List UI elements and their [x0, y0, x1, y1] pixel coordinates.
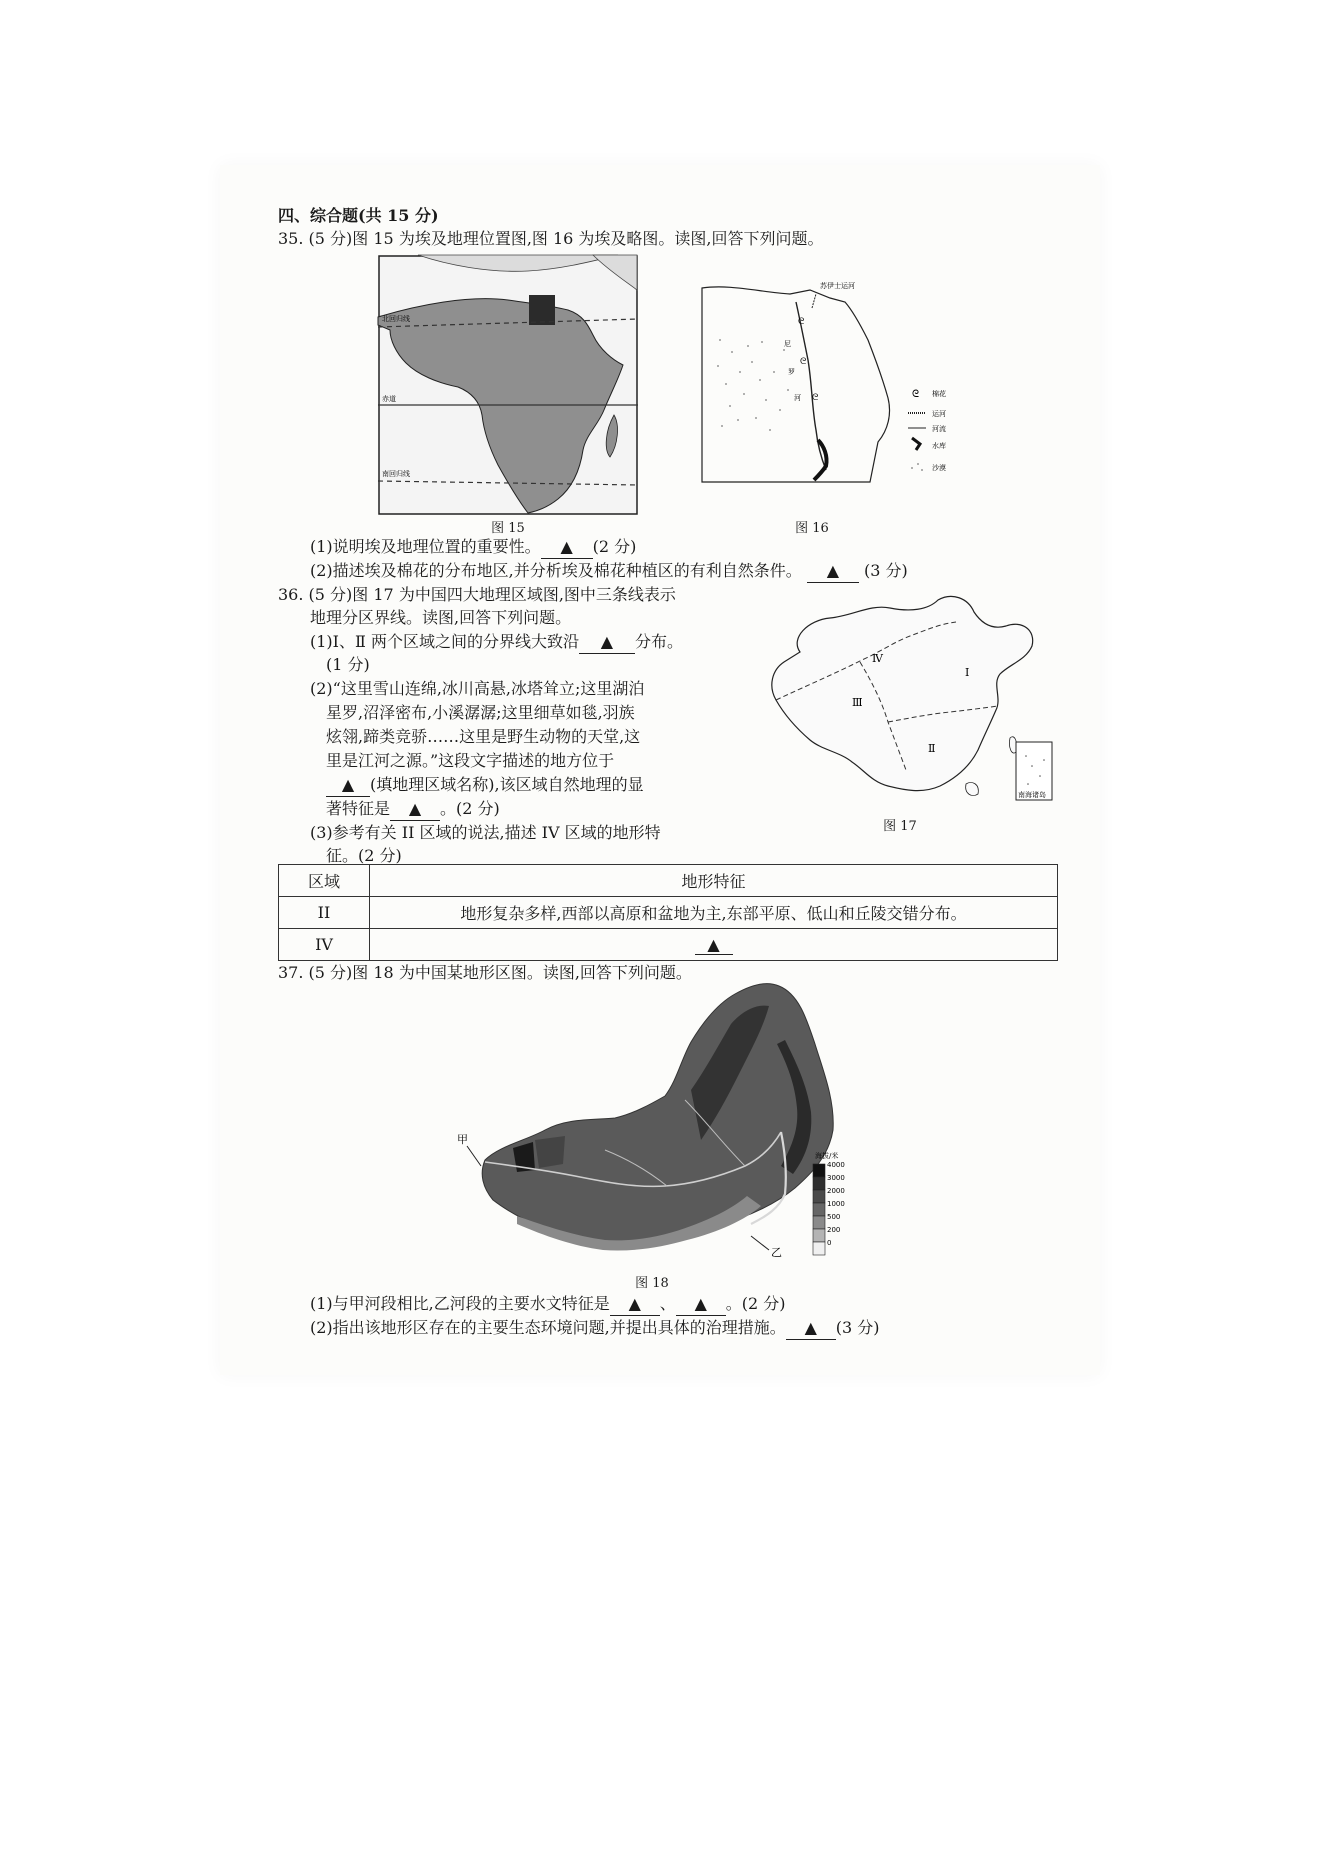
q36-sub3-blank[interactable]: ▲ [695, 935, 733, 955]
fig15-tropic-s-label: 南回归线 [382, 470, 410, 478]
fig17-inset-label: 南海诸岛 [1018, 791, 1046, 799]
fig18-legend-swatch [813, 1190, 825, 1203]
fig18-legend-swatch [813, 1242, 825, 1255]
fig17-region-IV: Ⅳ [872, 652, 883, 665]
fig15-equator-label: 赤道 [382, 395, 396, 403]
fig18-legend-value: 1000 [827, 1200, 845, 1208]
q37-stem: 37. (5 分)图 18 为中国某地形区图。读图,回答下列问题。 [278, 963, 692, 982]
q36-sub2-line3: 炫翎,蹄类竞骄……这里是野生动物的天堂,这 [326, 727, 641, 746]
q37-sub1-text: (1)与甲河段相比,乙河段的主要水文特征是 [310, 1294, 610, 1313]
fig17-region-I: Ⅰ [965, 666, 970, 679]
q36-sub2-line2: 星罗,沼泽密布,小溪潺潺;这里细草如毯,羽族 [326, 703, 635, 722]
fig18-legend-value: 3000 [827, 1174, 845, 1182]
section-title: 四、综合题(共 15 分) [278, 206, 439, 225]
q36-sub2-line4: 里是江河之源。”这段文字描述的地方位于 [326, 751, 615, 770]
fig16-legend-item: 水库 [932, 442, 946, 450]
fig17-region-III: Ⅲ [852, 696, 863, 709]
q36-sub2-line6-tail: 。(2 分) [440, 799, 500, 818]
q37-sub2-text: (2)指出该地形区存在的主要生态环境问题,并提出具体的治理措施。 [310, 1318, 786, 1337]
q36-sub1-score: (1 分) [326, 655, 370, 674]
fig16-legend-item: 棉花 [932, 390, 946, 398]
table-row [279, 929, 1058, 961]
q36-sub2-line6-text: 著特征是 [326, 799, 391, 818]
q36-sub2-line5 [326, 774, 644, 797]
svg-text:ᘓ: ᘓ [812, 393, 819, 403]
fig18-legend-title: 海拔/米 [815, 1152, 839, 1160]
fig18-legend-swatch [813, 1216, 825, 1229]
fig18-legend-value: 500 [827, 1213, 841, 1221]
fig15-map [378, 255, 638, 515]
q35-sub2-text: (2)描述埃及棉花的分布地区,并分析埃及棉花种植区的有利自然条件。 [310, 561, 802, 580]
fig18-legend-swatch [813, 1177, 825, 1190]
fig16-map [700, 280, 990, 490]
q36-sub3-line2: 征。(2 分) [326, 846, 402, 865]
svg-text:ᘓ: ᘓ [912, 389, 920, 400]
fig18-label-jia: 甲 [457, 1133, 468, 1146]
q35-sub1 [310, 536, 636, 559]
fig16-caption: 图 16 [795, 521, 829, 536]
q37-sub1-blank2[interactable]: ▲ [676, 1293, 726, 1316]
terrain-table-region-cell: II [279, 897, 370, 929]
fig17-caption: 图 17 [883, 819, 917, 834]
q36-sub3-line1: (3)参考有关 II 区域的说法,描述 IV 区域的地形特 [310, 823, 661, 842]
q37-sub1-tail: 。(2 分) [725, 1294, 786, 1313]
q35-sub2 [310, 560, 908, 583]
fig18-label-yi: 乙 [771, 1246, 782, 1259]
q36-sub2-line6 [326, 798, 500, 821]
q37-sub2-score: (3 分) [835, 1318, 880, 1337]
fig16-legend [908, 389, 946, 472]
fig18-legend-value: 2000 [827, 1187, 845, 1195]
fig18-legend-value: 200 [827, 1226, 841, 1234]
fig15-caption: 图 15 [491, 521, 525, 536]
fig16-nile-label-1: 尼 [784, 340, 791, 348]
q35-sub1-blank[interactable]: ▲ [541, 536, 593, 559]
q36-sub1-text: (1)Ⅰ、Ⅱ 两个区域之间的分界线大致沿 [310, 632, 579, 651]
q37-sub2 [310, 1317, 880, 1340]
q36-sub1 [310, 631, 683, 654]
terrain-table-feature-cell: 地形复杂多样,西部以高原和盆地为主,东部平原、低山和丘陵交错分布。 [370, 897, 1058, 929]
q36-sub2-blank1[interactable]: ▲ [326, 774, 370, 797]
q35-sub2-blank[interactable]: ▲ [807, 560, 859, 583]
fig18-legend [813, 1151, 845, 1255]
fig16-legend-item: 沙漠 [932, 464, 946, 472]
q36-sub1-blank[interactable]: ▲ [579, 631, 635, 654]
egypt-highlight [529, 295, 555, 325]
q36-stem-line2: 地理分区界线。读图,回答下列问题。 [310, 608, 572, 627]
fig18-legend-value: 0 [827, 1239, 832, 1247]
fig18-caption: 图 18 [635, 1276, 669, 1291]
terrain-table [278, 864, 1058, 961]
terrain-table-header [279, 865, 1058, 897]
fig17-map [760, 590, 1055, 810]
fig18-legend-value: 4000 [827, 1161, 845, 1169]
q37-sub2-blank[interactable]: ▲ [786, 1317, 836, 1340]
q37-sub1-sep: 、 [659, 1294, 676, 1313]
fig18-map [455, 980, 845, 1270]
q36-sub1-tail: 分布。 [634, 632, 683, 651]
fig16-nile-label-2: 罗 [788, 368, 795, 376]
fig15-tropic-n-label: 北回归线 [382, 315, 410, 323]
fig16-nile-label-3: 河 [794, 394, 801, 402]
terrain-table-region-cell: IV [279, 929, 370, 961]
table-row [279, 897, 1058, 929]
fig16-canal-label: 苏伊士运河 [820, 282, 855, 290]
fig16-legend-item: 河流 [932, 425, 946, 433]
terrain-table-feature-cell [370, 929, 1058, 961]
q36-sub2-line1: (2)“这里雪山连绵,冰川高悬,冰塔耸立;这里湖泊 [310, 679, 645, 698]
q36-stem-line1: 36. (5 分)图 17 为中国四大地理区域图,图中三条线表示 [278, 585, 676, 604]
q35-sub1-score: (2 分) [592, 537, 637, 556]
fig18-legend-swatch [813, 1164, 825, 1177]
q37-sub1-blank1[interactable]: ▲ [610, 1293, 660, 1316]
q36-sub2-blank2[interactable]: ▲ [390, 798, 440, 821]
fig18-legend-swatch [813, 1229, 825, 1242]
fig18-legend-swatch [813, 1203, 825, 1216]
terrain-table-header-feature: 地形特征 [370, 865, 1058, 897]
q35-sub2-score: (3 分) [863, 561, 908, 580]
fig17-region-II: Ⅱ [928, 742, 936, 755]
q36-sub2-line5-text: (填地理区域名称),该区域自然地理的显 [370, 775, 644, 794]
svg-text:ᘓ: ᘓ [800, 357, 807, 367]
terrain-table-header-region: 区域 [279, 865, 370, 897]
q37-sub1 [310, 1293, 786, 1316]
q35-stem: 35. (5 分)图 15 为埃及地理位置图,图 16 为埃及略图。读图,回答下列问题。 [278, 229, 824, 248]
svg-text:ᘓ: ᘓ [798, 317, 805, 327]
q35-sub1-text: (1)说明埃及地理位置的重要性。 [310, 537, 541, 556]
fig16-legend-item: 运河 [932, 410, 946, 418]
